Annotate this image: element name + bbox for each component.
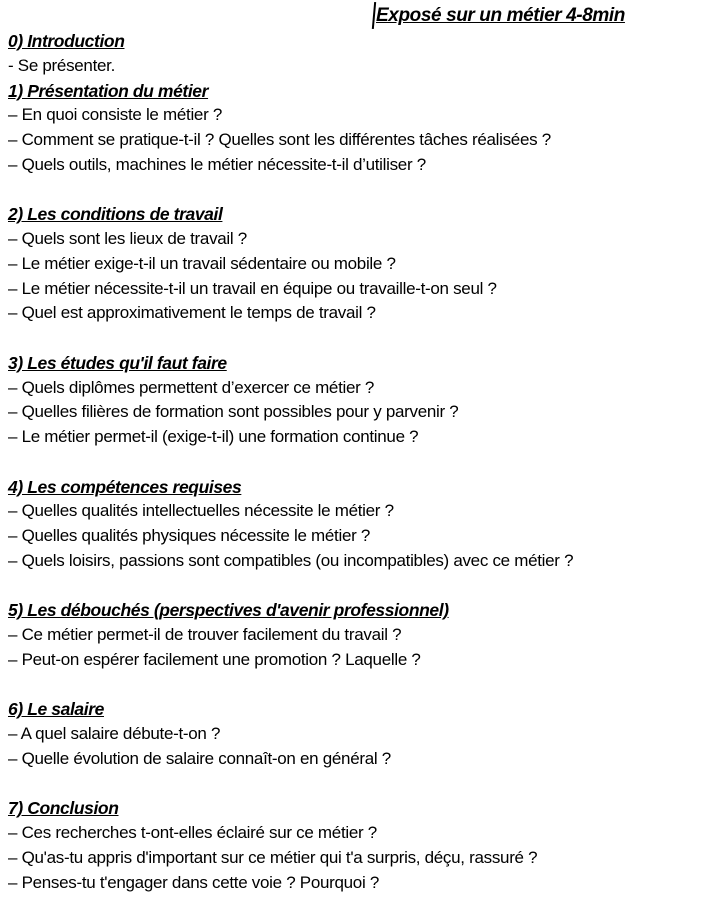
section-debouches [8, 598, 712, 672]
question-line: – A quel salaire débute-t-on ? [8, 724, 221, 743]
question-line: – Quels sont les lieux de travail ? [8, 229, 247, 248]
question-line: – Quel est approximativement le temps de travail ? [8, 303, 376, 323]
section-conclusion [8, 796, 712, 895]
question-line: – Quelles qualités physiques nécessite le métier ? [8, 526, 371, 545]
question-line: – Quels diplômes permettent d’exercer ce métier ? [8, 377, 375, 397]
document-line: - Se présenter. [8, 55, 116, 75]
question-line: – Quels loisirs, passions sont compatibles (ou incompatibles) avec ce métier ? [8, 550, 574, 570]
question-line: – Quels outils, machines le métier nécessite-t-il d’utiliser ? [8, 154, 426, 174]
question-line: – Quelles qualités intellectuelles nécessite le métier ? [8, 501, 394, 521]
section-heading: 6) Le salaire [8, 699, 104, 720]
question-line: – Quelles filières de formation sont possibles pour y parvenir ? [8, 402, 459, 422]
question-line: – Penses-tu t'engager dans cette voie ? Pourquoi ? [8, 872, 380, 892]
question-line: – Le métier exige-t-il un travail sédentaire ou mobile ? [8, 253, 396, 273]
section-heading: 2) Les conditions de travail [8, 204, 223, 225]
section-presentation-du-metier [8, 79, 712, 178]
question-line: – Comment se pratique-t-il ? Quelles sont les différentes tâches réalisées ? [8, 130, 551, 149]
question-line: – Ces recherches t-ont-elles éclairé sur ce métier ? [8, 823, 377, 842]
section-introduction [8, 29, 712, 79]
section-competences-requises [8, 475, 712, 574]
document-title: Exposé sur un métier 4-8min [376, 5, 625, 26]
question-line: – En quoi consiste le métier ? [8, 105, 223, 125]
question-line: – Le métier nécessite-t-il un travail en équipe ou travaille-t-on seul ? [8, 278, 497, 298]
section-heading: 5) Les débouchés (perspectives d'avenir professionnel) [8, 600, 449, 621]
question-line: – Peut-on espérer facilement une promotion ? Laquelle ? [8, 649, 421, 669]
section-heading: 3) Les études qu'il faut faire [8, 352, 227, 373]
section-heading: 4) Les compétences requises [8, 476, 242, 497]
question-line: – Le métier permet-il (exige-t-il) une formation continue ? [8, 427, 419, 446]
section-heading: 1) Présentation du métier [8, 80, 209, 101]
question-line: – Quelle évolution de salaire connaît-on en général ? [8, 748, 391, 768]
section-heading: 7) Conclusion [8, 798, 119, 819]
question-line: – Qu'as-tu appris d'important sur ce métier qui t'a surpris, déçu, rassuré ? [8, 847, 538, 867]
section-heading: 0) Introduction [8, 31, 125, 51]
document-title-line [8, 3, 712, 29]
section-conditions-de-travail [8, 202, 712, 326]
question-line: – Ce métier permet-il de trouver facilement du travail ? [8, 625, 402, 644]
section-etudes [8, 351, 712, 450]
section-salaire [8, 697, 712, 771]
